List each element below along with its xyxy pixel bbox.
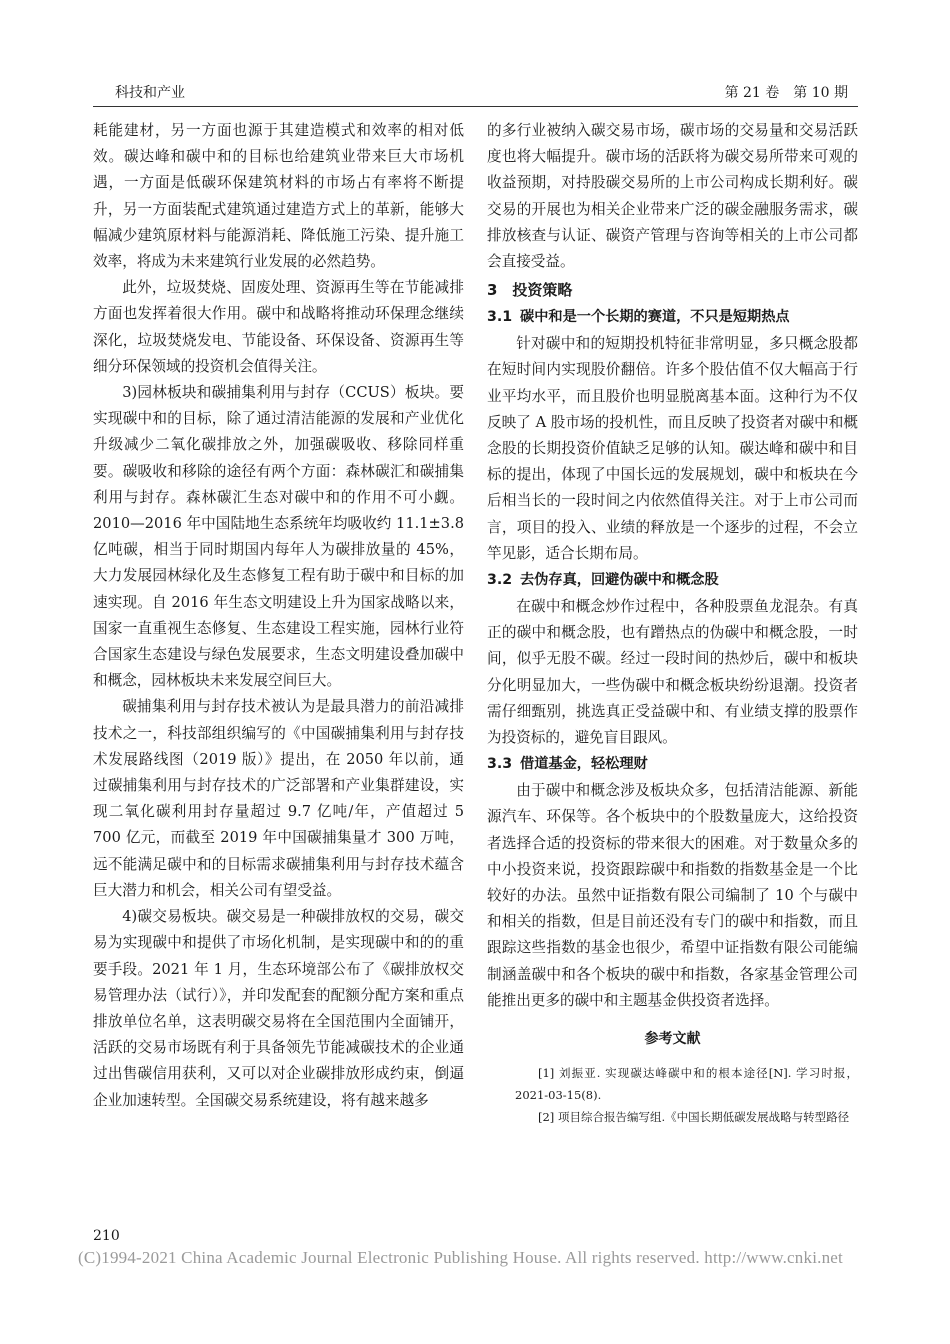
subsection-title: 借道基金，轻松理财	[520, 756, 648, 773]
reference-item: [1] 刘振亚. 实现碳达峰碳中和的根本途径[N]. 学习时报，2021-03-15(8).	[515, 1066, 858, 1103]
paragraph: 4)碳交易板块。碳交易是一种碳排放权的交易，碳交易为实现碳中和提供了市场化机制，是实现碳中和的的重要手段。2021 年 1 月，生态环境部公布了《碳排放权交易管理办法（试行）》，并印发配套的配额分配方案和重点排放单位名单，这表明碳交易将在全国范围内全面铺开，活跃的交易市场既有利于具备领先节能减碳技术的企业通过出售碳信用获利，又可以对企业碳排放形成约束，倒逼企业加速转型。全国碳交易系统建设，将有越来越多	[93, 908, 464, 1109]
journal-name: 科技和产业	[115, 85, 185, 101]
subsection-heading	[487, 751, 858, 778]
paragraph: 3)园林板块和碳捕集利用与封存（CCUS）板块。要实现碳中和的目标，除了通过清洁能源的发展和产业优化升级减少二氧化碳排放之外，加强碳吸收、移除同样重要。碳吸收和移除的途径有两个方面：森林碳汇和碳捕集利用与封存。森林碳汇生态对碳中和的作用不可小觑。2010—2016 年中国陆地生态系统年均吸收约 11.1±3.8 亿吨碳，相当于同时期国内每年人为碳排放量的 45%，大力发展园林绿化及生态修复工程有助于碳中和目标的加速实现。自 2016 年生态文明建设上升为国家战略以来，国家一直重视生态修复、生态建设工程实施，园林行业符合国家生态建设与绿色发展要求，生态文明建设叠加碳中和概念，园林板块未来发展空间巨大。	[93, 384, 464, 690]
subsection-heading	[487, 304, 858, 331]
paragraph: 此外，垃圾焚烧、固废处理、资源再生等在节能减排方面也发挥着很大作用。碳中和战略将推动环保理念继续深化，垃圾焚烧发电、节能设备、环保设备、资源再生等细分环保领域的投资机会值得关注。	[93, 279, 464, 375]
paragraph: 针对碳中和的短期投机特征非常明显，多只概念股都在短时间内实现股价翻倍。许多个股估值不仅大幅高于行业平均水平，而且股价也明显脱离基本面。这种行为不仅反映了 A 股市场的投机性，而且反映了投资者对碳中和概念股的长期投资价值缺乏足够的认知。碳达峰和碳中和目标的提出，体现了中国长远的发展规划，碳中和板块在今后相当长的一段时间之内依然值得关注。对于上市公司而言，项目的投入、业绩的释放是一个逐步的过程，不会立竿见影，适合长期布局。	[487, 335, 858, 562]
paragraph: 碳捕集利用与封存技术被认为是最具潜力的前沿减排技术之一，科技部组织编写的《中国碳捕集利用与封存技术发展路线图（2019 版）》提出，在 2050 年以前，通过碳捕集利用与封存技术的广泛部署和产业集群建设，实现二氧化碳利用封存量超过 9.7 亿吨/年，产值超过 5 700 亿元，而截至 2019 年中国碳捕集量才 300 万吨，远不能满足碳中和的目标需求碳捕集利用与封存技术蕴含巨大潜力和机会，相关公司有望受益。	[93, 698, 464, 899]
section-heading: 3 投资策略	[487, 281, 573, 300]
subsection-heading	[487, 567, 858, 594]
paragraph: 的多行业被纳入碳交易市场，碳市场的交易量和交易活跃度也将大幅提升。碳市场的活跃将为碳交易所带来可观的收益预期，对持股碳交易所的上市公司构成长期利好。碳交易的开展也为相关企业带来广泛的碳金融服务需求，碳排放核查与认证、碳资产管理与咨询等相关的上市公司都会直接受益。	[487, 122, 858, 271]
paragraph: 由于碳中和概念涉及板块众多，包括清洁能源、新能源汽车、环保等。各个板块中的个股数量庞大，这给投资者选择合适的投资标的带来很大的困难。对于数量众多的中小投资来说，投资跟踪碳中和指数的指数基金是一个比较好的办法。虽然中证指数有限公司编制了 10 个与碳中和相关的指数，但是目前还没有专门的碳中和指数，而且跟踪这些指数的基金也很少，希望中证指数有限公司能编制涵盖碳中和各个板块的碳中和指数，各家基金管理公司能推出更多的碳中和主题基金供投资者选择。	[487, 782, 858, 1009]
subsection-number: 3.2	[487, 572, 513, 589]
subsection-title: 碳中和是一个长期的赛道，不只是短期热点	[520, 309, 790, 326]
page-number: 210	[93, 1228, 120, 1244]
paragraph: 在碳中和概念炒作过程中，各种股票鱼龙混杂。有真正的碳中和概念股，也有蹭热点的伪碳中和概念股，一时间，似乎无股不碳。经过一段时间的热炒后，碳中和板块分化明显加大，一些伪碳中和概念板块纷纷退潮。投资者需仔细甄别，挑选真正受益碳中和、有业绩支撑的股票作为投资标的，避免盲目跟风。	[487, 598, 858, 747]
subsection-title: 去伪存真，回避伪碳中和概念股	[520, 572, 719, 589]
subsection-number: 3.1	[487, 309, 513, 326]
copyright-footer: (C)1994-2021 China Academic Journal Electronic Publishing House. All rights reserved. http://www.cnki.net	[78, 1248, 843, 1267]
right-column	[487, 118, 858, 1128]
volume-issue: 第 21 卷 第 10 期	[724, 85, 848, 101]
references-heading: 参考文献	[644, 1031, 701, 1048]
reference-item: [2] 项目综合报告编写组.《中国长期低碳发展战略与转型路径	[538, 1110, 850, 1125]
paragraph: 耗能建材，另一方面也源于其建造模式和效率的相对低效。碳达峰和碳中和的目标也给建筑业带来巨大市场机遇，一方面是低碳环保建筑材料的市场占有率将不断提升，另一方面装配式建筑通过建造方式上的革新，能够大幅减少建筑原材料与能源消耗、降低施工污染、提升施工效率，将成为未来建筑行业发展的必然趋势。	[93, 122, 464, 271]
running-header	[93, 82, 858, 104]
header-rule	[93, 106, 858, 107]
left-column	[93, 118, 464, 1114]
subsection-number: 3.3	[487, 756, 513, 773]
